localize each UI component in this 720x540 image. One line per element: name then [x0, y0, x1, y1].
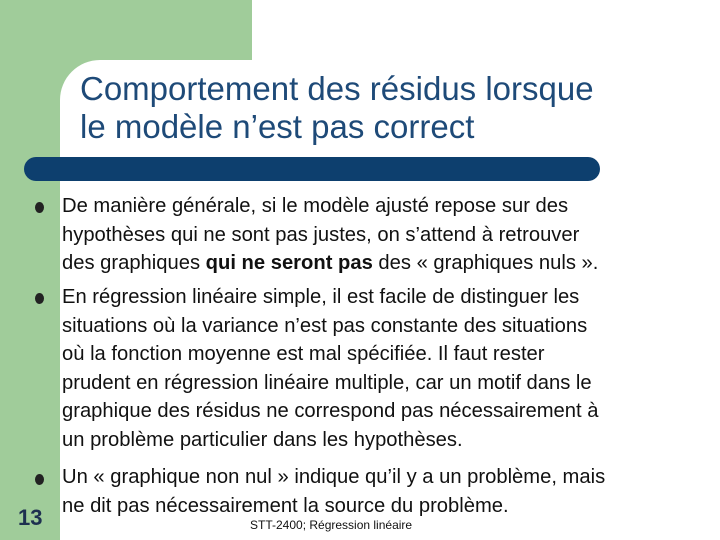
- bullet-1-line-2: hypothèses qui ne sont pas justes, on s’attend à retrouver: [62, 223, 580, 246]
- decorative-green-strip: [0, 150, 60, 540]
- slide-footer: STT-2400; Régression linéaire: [250, 518, 413, 532]
- bullet-3-line-1: Un « graphique non nul » indique qu’il y a un problème, mais: [62, 466, 606, 488]
- bullet-2-line-3: où la fonction moyenne est mal spécifiée. Il faut rester: [62, 343, 545, 365]
- bullet-2-line-6: un problème particulier dans les hypothèses.: [62, 428, 463, 451]
- bullet-1-line-3-pre: des graphiques: [62, 252, 206, 274]
- bullet-paragraph-3: [62, 463, 714, 520]
- bullet-icon: [35, 474, 44, 485]
- slide-number: 13: [18, 505, 43, 530]
- bullet-2-line-5: graphique des résidus ne correspond pas nécessairement à: [62, 400, 599, 422]
- bullet-1-line-3-bold: qui ne seront pas: [205, 252, 373, 274]
- bullet-icon: [35, 293, 44, 304]
- bullet-paragraph-2: [62, 283, 714, 454]
- bullet-2-line-4: prudent en régression linéaire multiple, car un motif dans le: [62, 371, 592, 394]
- slide-title-line-1: Comportement des résidus lorsque: [80, 70, 594, 107]
- bullet-2-line-1: En régression linéaire simple, il est facile de distinguer les: [62, 286, 580, 308]
- title-underline-bar: [24, 157, 600, 181]
- slide-title-line-2: le modèle n’est pas correct: [80, 108, 475, 145]
- bullet-3-line-2: ne dit pas nécessairement la source du problème.: [62, 494, 509, 517]
- bullet-2-line-2: situations où la variance n’est pas constante des situations: [62, 314, 588, 337]
- bullet-paragraph-1: [62, 192, 714, 278]
- bullet-icon: [35, 202, 44, 213]
- bullet-1-line-3-post: des « graphiques nuls ».: [372, 252, 599, 274]
- slide-title: [80, 70, 710, 146]
- bullet-1-line-1: De manière générale, si le modèle ajusté repose sur des: [62, 195, 569, 217]
